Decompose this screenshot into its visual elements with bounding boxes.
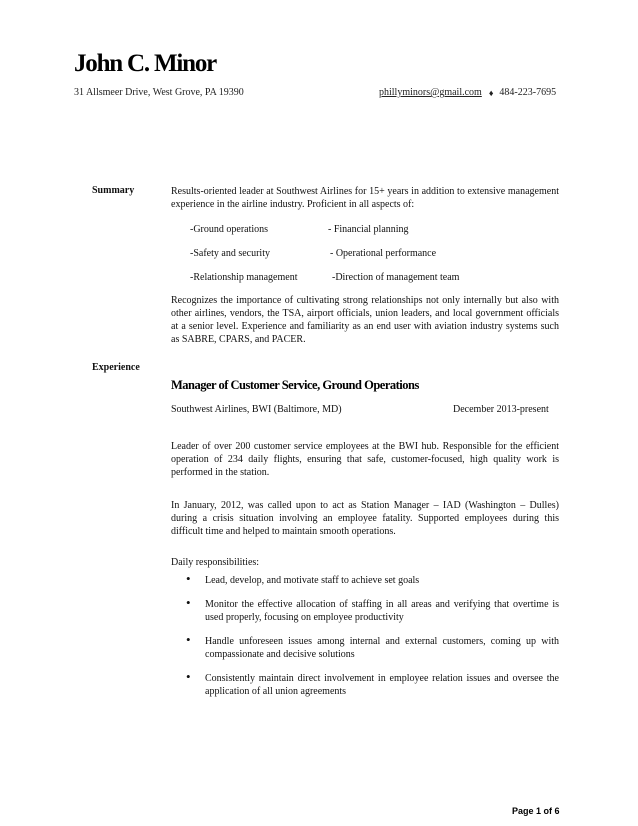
bullet-icon: •: [186, 595, 191, 610]
list-item-text: Handle unforeseen issues among internal and external customers, coming up with compassionate and decisive solutions: [205, 636, 559, 660]
list-item-text: Lead, develop, and motivate staff to achieve set goals: [205, 575, 420, 586]
employer: Southwest Airlines, BWI (Baltimore, MD): [171, 404, 342, 415]
skill-item: -Direction of management team: [332, 272, 460, 283]
job-title: Manager of Customer Service, Ground Operations: [171, 378, 419, 392]
list-item: [186, 669, 559, 698]
list-item-text: Monitor the effective allocation of staffing in all areas and verifying that overtime is used properly, focusing on employee productivity: [205, 599, 559, 623]
summary-heading: Summary: [92, 185, 135, 196]
job-description: In January, 2012, was called upon to act as Station Manager – IAD (Washington – Dulles) during a crisis situation involving an employee fatality. Supported employees during this difficult time and helped to maintain smooth operations.: [171, 500, 559, 537]
address: 31 Allsmeer Drive, West Grove, PA 19390: [74, 87, 244, 98]
summary-intro: Results-oriented leader at Southwest Airlines for 15+ years in addition to extensive management experience in the airline industry. Proficient in all aspects of:: [171, 186, 559, 210]
job-dates: December 2013-present: [453, 404, 549, 415]
skill-item: -Ground operations: [190, 224, 269, 235]
bullet-icon: •: [186, 632, 191, 647]
bullet-icon: •: [186, 669, 191, 684]
responsibilities-list: [186, 571, 559, 709]
phone-number: 484-223-7695: [499, 87, 557, 98]
list-item: [186, 571, 559, 587]
diamond-icon: ♦: [488, 87, 494, 98]
contact-info: [379, 87, 556, 98]
list-item: [186, 632, 559, 661]
skill-item: -Safety and security: [190, 248, 270, 259]
candidate-name: John C. Minor: [74, 50, 217, 77]
job-description: Leader of over 200 customer service employees at the BWI hub. Responsible for the efficient operation of 234 daily flights, ensuring that safe, customer-focused, high quality work is performed in the station.: [171, 441, 559, 478]
skill-item: - Operational performance: [330, 248, 437, 259]
responsibilities-heading: Daily responsibilities:: [171, 557, 260, 568]
experience-heading: Experience: [92, 362, 140, 373]
list-item-text: Consistently maintain direct involvement in employee relation issues and oversee the application of all union agreements: [205, 673, 559, 697]
summary-paragraph: Recognizes the importance of cultivating strong relationships not only internally but also with other airlines, vendors, the TSA, airport officials, union leaders, and local government officials at a senior level. Experience and familiarity as an end user with aviation industry systems such as SABRE, CPARS, and PACER.: [171, 295, 559, 345]
list-item: [186, 595, 559, 624]
skill-item: -Relationship management: [190, 272, 298, 283]
page-number: Page 1 of 6: [512, 806, 560, 816]
skill-item: - Financial planning: [328, 224, 409, 235]
bullet-icon: •: [186, 571, 191, 586]
email-link[interactable]: phillyminors@gmail.com: [379, 87, 482, 98]
